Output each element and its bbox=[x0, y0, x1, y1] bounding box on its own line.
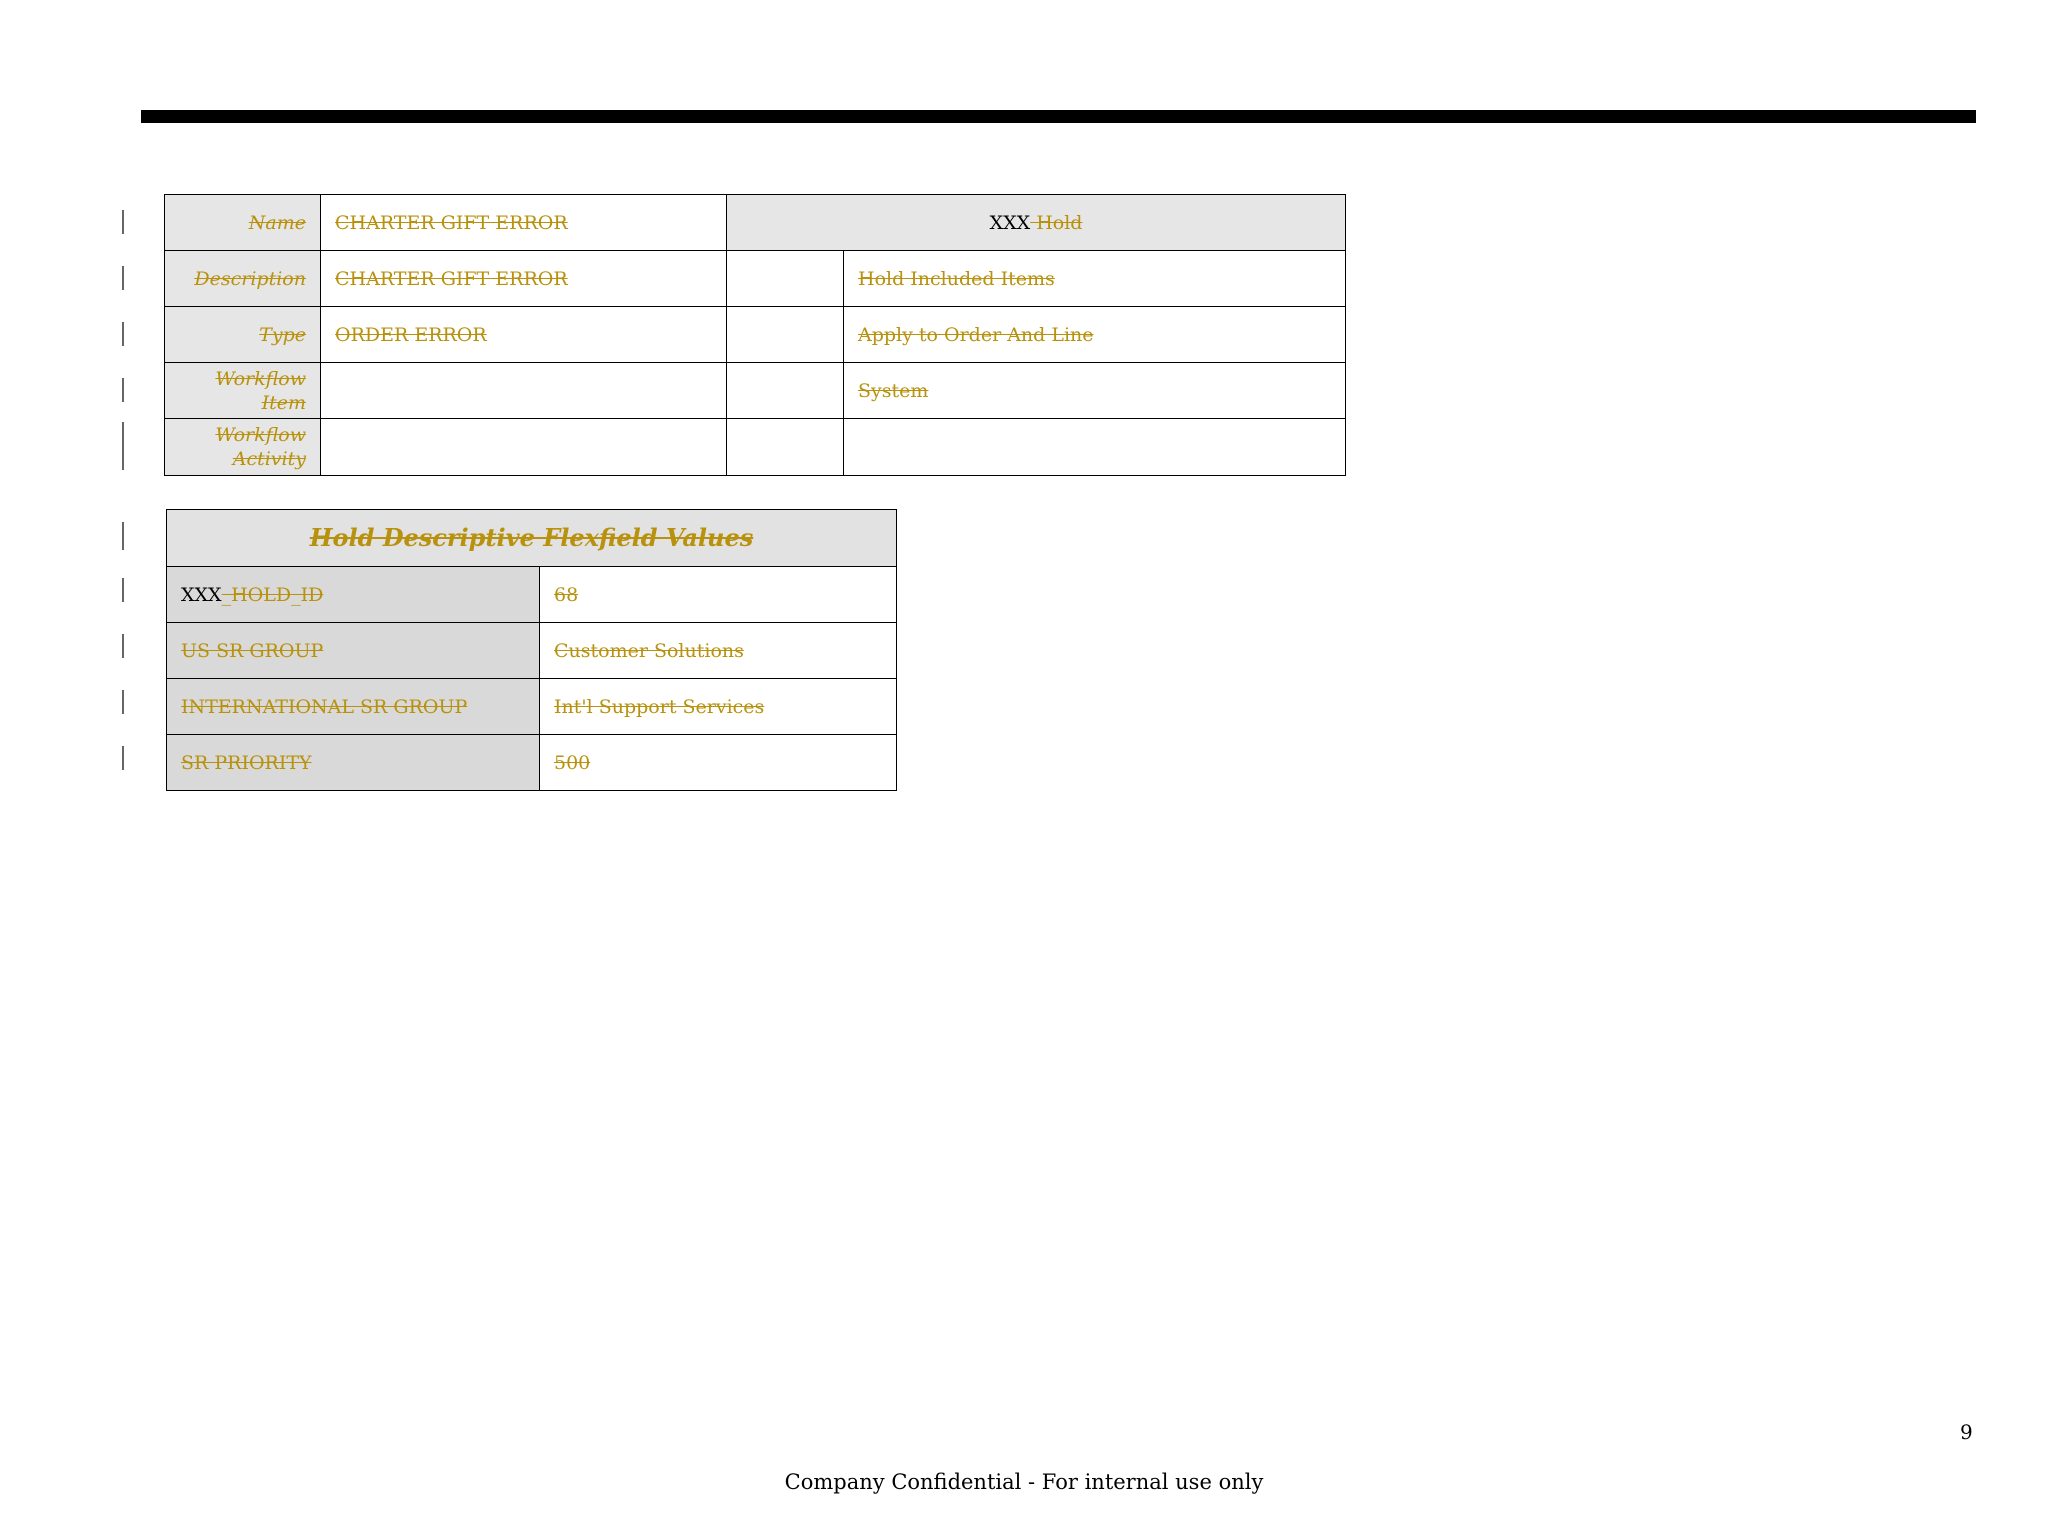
hold-workflow-item-label: Workflow Item bbox=[165, 363, 321, 419]
hold-description-label: Description bbox=[165, 251, 321, 307]
change-bar bbox=[122, 266, 124, 290]
change-bar bbox=[122, 378, 124, 402]
hold-system: System bbox=[844, 363, 1346, 419]
header-rule bbox=[141, 110, 1976, 123]
change-bar bbox=[122, 422, 124, 470]
dff-row-value: 500 bbox=[540, 735, 897, 791]
hold-apply-to: Apply to Order And Line bbox=[844, 307, 1346, 363]
hold-included-items: Hold Included Items bbox=[844, 251, 1346, 307]
empty-cell bbox=[727, 307, 844, 363]
dff-row-label: INTERNATIONAL SR GROUP bbox=[167, 679, 540, 735]
change-bar bbox=[122, 322, 124, 346]
dff-row-value: Int'l Support Services bbox=[540, 679, 897, 735]
change-bar bbox=[122, 634, 124, 658]
hold-name-value: CHARTER GIFT ERROR bbox=[321, 195, 727, 251]
hold-name-label: Name bbox=[165, 195, 321, 251]
hold-type-value: ORDER ERROR bbox=[321, 307, 727, 363]
empty-cell bbox=[727, 251, 844, 307]
change-bar bbox=[122, 690, 124, 714]
dff-values-table bbox=[166, 509, 897, 791]
empty-cell bbox=[727, 363, 844, 419]
change-bar bbox=[122, 522, 124, 550]
page-number: 9 bbox=[1960, 1420, 1973, 1444]
dff-row-label: XXX_HOLD_ID bbox=[167, 567, 540, 623]
dff-row-value: Customer Solutions bbox=[540, 623, 897, 679]
hold-type-label: Type bbox=[165, 307, 321, 363]
hold-workflow-activity-label: Workflow Activity bbox=[165, 419, 321, 476]
dff-row-label: US SR GROUP bbox=[167, 623, 540, 679]
change-bar bbox=[122, 746, 124, 770]
dff-row-label: SR PRIORITY bbox=[167, 735, 540, 791]
hold-workflow-item-value bbox=[321, 363, 727, 419]
empty-cell bbox=[844, 419, 1346, 476]
dff-title: Hold Descriptive Flexfield Values bbox=[167, 510, 897, 567]
change-bar bbox=[122, 210, 124, 234]
hold-header: XXX Hold bbox=[727, 195, 1346, 251]
hold-description-value: CHARTER GIFT ERROR bbox=[321, 251, 727, 307]
hold-workflow-activity-value bbox=[321, 419, 727, 476]
dff-row-value: 68 bbox=[540, 567, 897, 623]
confidential-footer: Company Confidential - For internal use only bbox=[784, 1470, 1264, 1494]
empty-cell bbox=[727, 419, 844, 476]
hold-definition-table bbox=[164, 194, 1346, 476]
change-bar bbox=[122, 578, 124, 602]
